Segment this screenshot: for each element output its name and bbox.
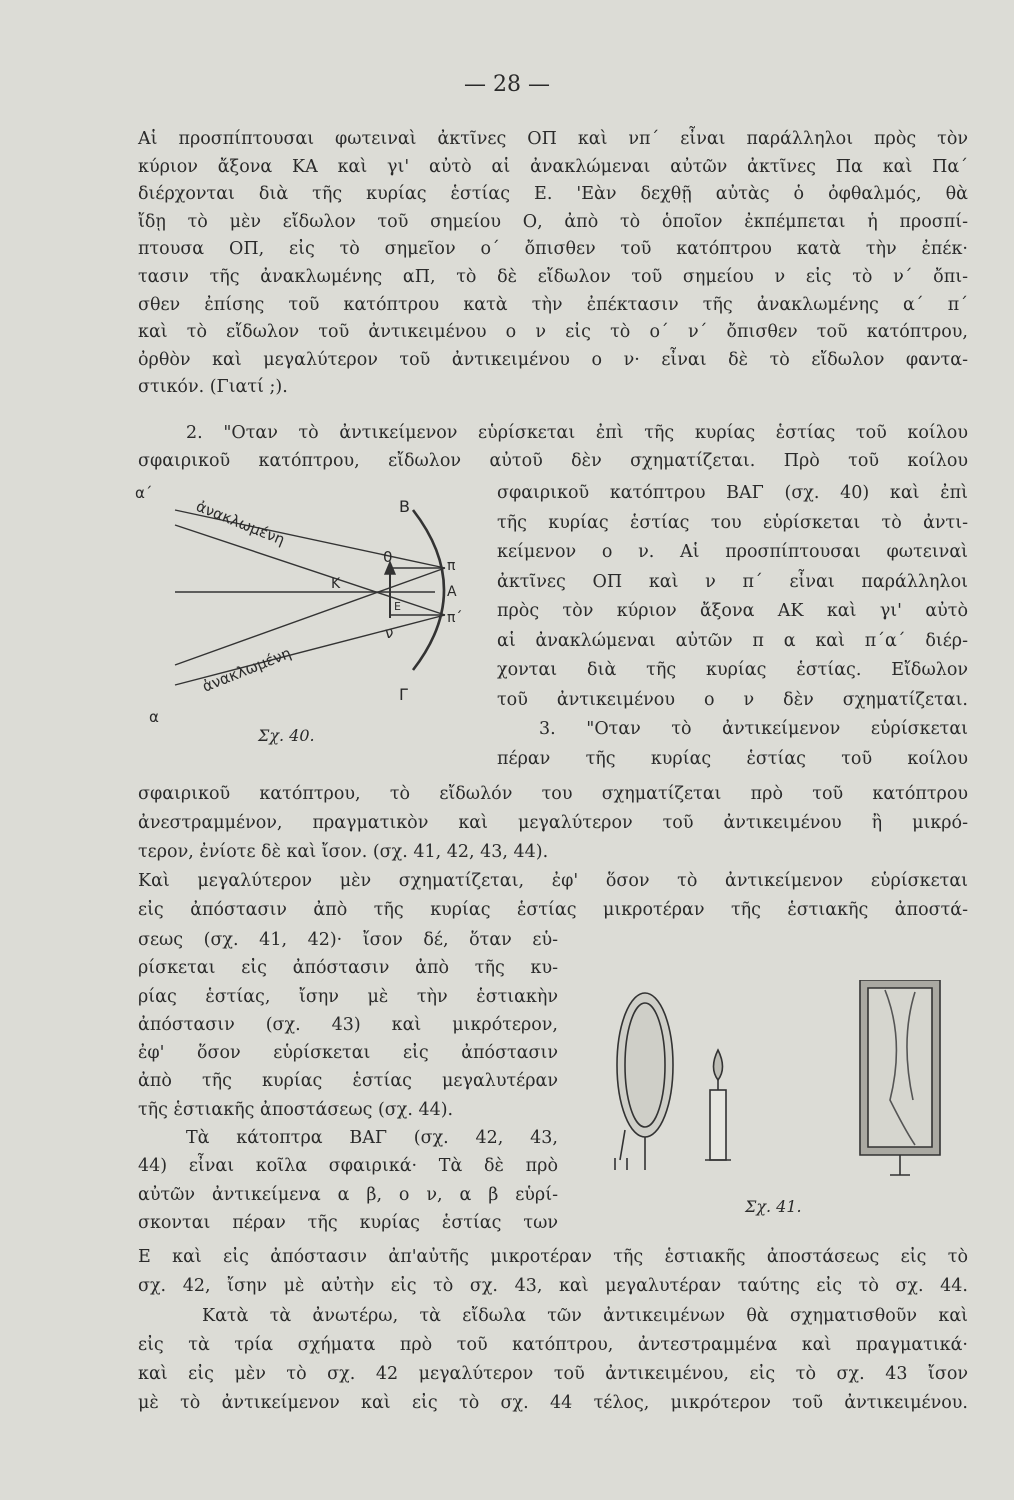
label-a-prime: α΄ xyxy=(135,484,153,502)
text-line: ὀρθὸν καὶ μεγαλύτερον τοῦ ἀντικειμένου ο ν· εἶναι δὲ τὸ εἴδωλον φαντα- xyxy=(138,349,968,370)
text-line: πέραν τῆς κυρίας ἑστίας τοῦ κοίλου xyxy=(497,748,968,769)
text-line: ἀνεστραμμένον, πραγματικὸν καὶ μεγαλύτερον τοῦ ἀντικειμένου ἢ μικρό- xyxy=(138,813,968,833)
text-line: τερον, ἐνίοτε δὲ καὶ ἴσον. (σχ. 41, 42, 43, 44). xyxy=(138,842,549,862)
label-O: 0 xyxy=(383,548,393,566)
paragraph-6 xyxy=(138,1243,968,1419)
flame xyxy=(714,1050,723,1080)
paragraph-5 xyxy=(138,926,558,1237)
paragraph-fig40-text xyxy=(497,479,968,774)
text-line: χονται διὰ τῆς κυρίας ἑστίας. Εἴδωλον xyxy=(497,660,968,680)
text-line: Κατὰ τὰ ἀνωτέρω, τὰ εἴδωλα τῶν ἀντικειμένων θὰ σχηματισθοῦν καὶ xyxy=(202,1305,968,1326)
text-line: ρίσκεται εἰς ἀπόστασιν ἀπὸ τῆς κυ- xyxy=(138,958,558,979)
label-P: π xyxy=(447,558,456,574)
text-line: τῆς κυρίας ἑστίας του εὑρίσκεται τὸ ἀντι- xyxy=(497,512,968,533)
paragraph-1 xyxy=(138,126,968,402)
text-line: σχ. 42, ἴσην μὲ αὐτὴν εἰς τὸ σχ. 43, καὶ μεγαλυτέραν ταύτης εἰς τὸ σχ. 44. xyxy=(138,1276,968,1297)
text-line: ἀπὸ τῆς κυρίας ἑστίας μεγαλυτέραν xyxy=(138,1071,558,1092)
page-number: — 28 — xyxy=(464,72,550,97)
text-line: σφαιρικοῦ κατόπτρου, τὸ εἴδωλόν του σχηματίζεται πρὸ τοῦ κατόπτρου xyxy=(138,784,968,804)
candle xyxy=(710,1090,726,1160)
text-line: σκονται πέραν τῆς κυρίας ἑστίας των xyxy=(138,1212,558,1233)
text-line: στικόν. (Γιατί ;). xyxy=(138,377,288,398)
text-line: τῆς ἑστιακῆς ἀποστάσεως (σχ. 44). xyxy=(138,1099,454,1120)
label-G: Γ xyxy=(399,685,408,704)
text-line: ρίας ἑστίας, ἴσην μὲ τὴν ἑστιακὴν xyxy=(138,986,558,1007)
label-E: Ε xyxy=(394,600,401,613)
text-line: Τὰ κάτοπτρα ΒΑΓ (σχ. 42, 43, xyxy=(186,1128,558,1149)
figure-40-caption: Σχ. 40. xyxy=(258,726,315,745)
text-line: εἰς τὰ τρία σχήματα πρὸ τοῦ κατόπτρου, ἀντεστραμμένα καὶ πραγματικά· xyxy=(138,1334,968,1355)
text-line: σθεν ἐπίσης τοῦ κατόπτρου κατὰ τὴν ἐπέκτασιν τῆς ἀνακλωμένης α΄ π΄ xyxy=(138,294,968,315)
concave-mirror xyxy=(413,510,444,670)
text-line: μὲ τὸ ἀντικείμενον καὶ εἰς τὸ σχ. 44 τέλος, μικρότερον τοῦ ἀντικειμένου. xyxy=(138,1393,968,1414)
text-line: κύριον ἄξονα ΚΑ καὶ γι' αὐτὸ αἱ ἀνακλώμεναι αὐτῶν ἀκτῖνες Πα καὶ Πα΄ xyxy=(138,156,968,177)
label-B: Β xyxy=(399,497,410,516)
text-line: κείμενον ο ν. Αἱ προσπίπτουσαι φωτειναὶ xyxy=(497,542,968,562)
text-line: 44) εἶναι κοῖλα σφαιρικά· Τὰ δὲ πρὸ xyxy=(138,1156,558,1177)
text-line: τοῦ ἀντικειμένου ο ν δὲν σχηματίζεται. xyxy=(497,689,968,710)
figure-40-diagram xyxy=(135,470,490,750)
text-line: 3. "Οταν τὸ ἀντικείμενον εὑρίσκεται xyxy=(539,719,968,739)
text-line: ἐφ' ὅσον εὑρίσκεται εἰς ἀπόστασιν xyxy=(138,1043,558,1064)
text-line: Ε καὶ εἰς ἀπόστασιν ἀπ'αὐτῆς μικροτέραν τῆς ἑστιακῆς ἀποστάσεως εἰς τὸ xyxy=(138,1247,968,1267)
text-line: αὐτῶν ἀντικείμενα α β, ο ν, α β εὑρί- xyxy=(138,1184,558,1205)
label-K: Κ xyxy=(331,576,341,592)
text-line: καὶ εἰς μὲν τὸ σχ. 42 μεγαλύτερον τοῦ ἀντικειμένου, εἰς τὸ σχ. 43 ἴσον xyxy=(138,1364,968,1385)
text-line: σεως (σχ. 41, 42)· ἴσον δέ, ὅταν εὑ- xyxy=(138,930,558,950)
paragraph-4 xyxy=(138,780,968,925)
text-line: ἀπόστασιν (σχ. 43) καὶ μικρότερον, xyxy=(138,1014,558,1035)
text-line: αἱ ἀνακλώμεναι αὐτῶν π α καὶ π΄α΄ διέρ- xyxy=(497,630,968,651)
label-P-prime: π΄ xyxy=(447,610,463,626)
text-line: ἀκτῖνες ΟΠ καὶ ν π΄ εἶναι παράλληλοι xyxy=(497,571,968,592)
text-line: πτουσα ΟΠ, εἰς τὸ σημεῖον ο΄ ὄπισθεν τοῦ κατόπτρου κατὰ τὴν ἐπέκ· xyxy=(138,239,968,260)
text-line: πρὸς τὸν κύριον ἄξονα ΑΚ καὶ γι' αὐτὸ xyxy=(497,601,968,621)
text-line: εἰς ἀπόστασιν ἀπὸ τῆς κυρίας ἑστίας μικροτέραν τῆς ἑστιακῆς ἀποστά- xyxy=(138,900,968,920)
text-line: 2. "Οταν τὸ ἀντικείμενον εὑρίσκεται ἐπὶ τῆς κυρίας ἑστίας τοῦ κοίλου xyxy=(186,423,968,443)
label-a: α xyxy=(149,708,159,726)
text-line: Αἱ προσπίπτουσαι φωτειναὶ ἀκτῖνες ΟΠ καὶ νπ΄ εἶναι παράλληλοι πρὸς τὸν xyxy=(138,129,968,149)
paragraph-2 xyxy=(138,420,968,475)
label-v: ν xyxy=(385,624,394,642)
text-line: σφαιρικοῦ κατόπτρου ΒΑΓ (σχ. 40) καὶ ἐπὶ xyxy=(497,483,968,503)
label-reflected-bottom: ἀνακλωμένη xyxy=(199,643,294,696)
text-line: διέρχονται διὰ τῆς κυρίας ἑστίας Ε. 'Εὰν δεχθῇ αὐτὰς ὁ ὀφθαλμός, θὰ xyxy=(138,184,968,205)
text-line: καὶ τὸ εἴδωλον τοῦ ἀντικειμένου ο ν εἰς τὸ ο΄ ν΄ ὄπισθεν τοῦ κατόπτρου, xyxy=(138,322,968,343)
label-reflected-top: ἀνακλωμένη xyxy=(193,497,288,549)
figure-41-caption: Σχ. 41. xyxy=(745,1197,802,1216)
text-line: ἴδῃ τὸ μὲν εἴδωλον τοῦ σημείου Ο, ἀπὸ τὸ ὁποῖον ἐκπέμπεται ἡ προσπί- xyxy=(138,211,968,232)
figure-41-diagram xyxy=(585,980,970,1180)
text-line: Καὶ μεγαλύτερον μὲν σχηματίζεται, ἐφ' ὅσον τὸ ἀντικείμενον εὑρίσκεται xyxy=(138,871,968,891)
text-line: τασιν τῆς ἀνακλωμένης αΠ, τὸ δὲ εἴδωλον τοῦ σημείου ν εἰς τὸ ν΄ ὄπι- xyxy=(138,266,968,287)
label-A: Α xyxy=(447,584,457,600)
text-line: σφαιρικοῦ κατόπτρου, εἴδωλον αὐτοῦ δὲν σχηματίζεται. Πρὸ τοῦ κοίλου xyxy=(138,450,968,471)
